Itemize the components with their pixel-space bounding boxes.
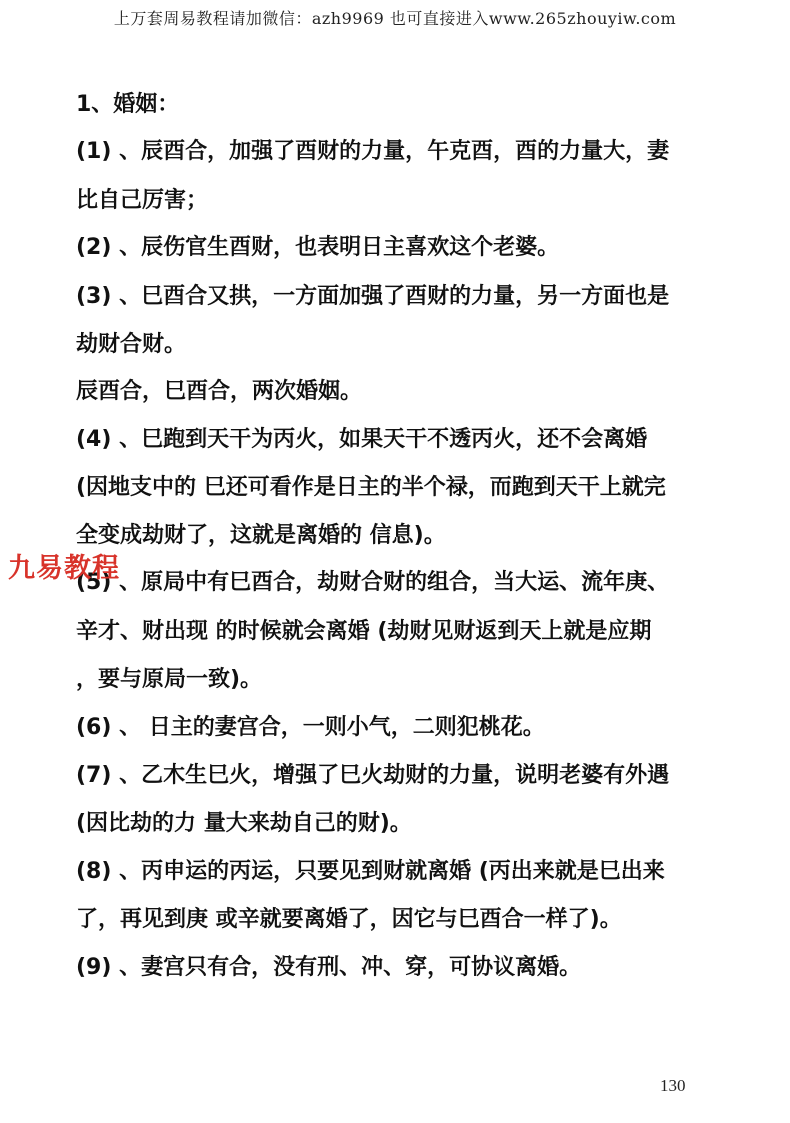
paragraph-line: (8) 、丙申运的丙运，只要见到财就离婚 (丙出来就是巳出来	[76, 859, 665, 884]
paragraph-line: 辰酉合，巳酉合，两次婚姻。	[76, 379, 363, 404]
paragraph-line: 辛才、财出现 的时候就会离婚 (劫财见财返到天上就是应期	[76, 619, 652, 644]
page-number: 130	[660, 1076, 686, 1095]
paragraph-line: 比自己厉害；	[76, 188, 209, 213]
paragraph-line: (2) 、辰伤官生酉财，也表明日主喜欢这个老婆。	[76, 235, 560, 260]
paragraph-line: 劫财合财。	[76, 332, 187, 357]
paragraph-line: (9) 、妻宫只有合，没有刑、冲、穿，可协议离婚。	[76, 955, 582, 980]
paragraph-line: (因比劫的力 量大来劫自己的财)。	[76, 811, 412, 836]
paragraph-line: 全变成劫财了，这就是离婚的 信息)。	[76, 523, 446, 548]
paragraph-line: 了，再见到庚 或辛就要离婚了，因它与巳酉合一样了)。	[76, 907, 622, 932]
watermark-stamp: 九易教程	[8, 553, 120, 584]
paragraph-line: ，要与原局一致)。	[76, 667, 263, 692]
paragraph-line: (6) 、 日主的妻宫合，一则小气，二则犯桃花。	[76, 715, 545, 740]
paragraph-line: (1) 、辰酉合，加强了酉财的力量，午克酉，酉的力量大，妻	[76, 139, 670, 164]
paragraph-line: (因地支中的 巳还可看作是日主的半个禄，而跑到天干上就完	[76, 475, 666, 500]
paragraph-line: (5) 、原局中有巳酉合，劫财合财的组合，当大运、流年庚、	[76, 570, 670, 595]
page-header: 上万套周易教程请加微信：azh9969 也可直接进入www.265zhouyiw.com	[113, 9, 677, 28]
paragraph-line: (4) 、巳跑到天干为丙火，如果天干不透丙火，还不会离婚	[76, 427, 648, 452]
paragraph-line: (3) 、巳酉合又拱，一方面加强了酉财的力量，另一方面也是	[76, 284, 670, 309]
section-title: 1、婚姻：	[76, 92, 180, 117]
paragraph-line: (7) 、乙木生巳火，增强了巳火劫财的力量，说明老婆有外遇	[76, 763, 670, 788]
